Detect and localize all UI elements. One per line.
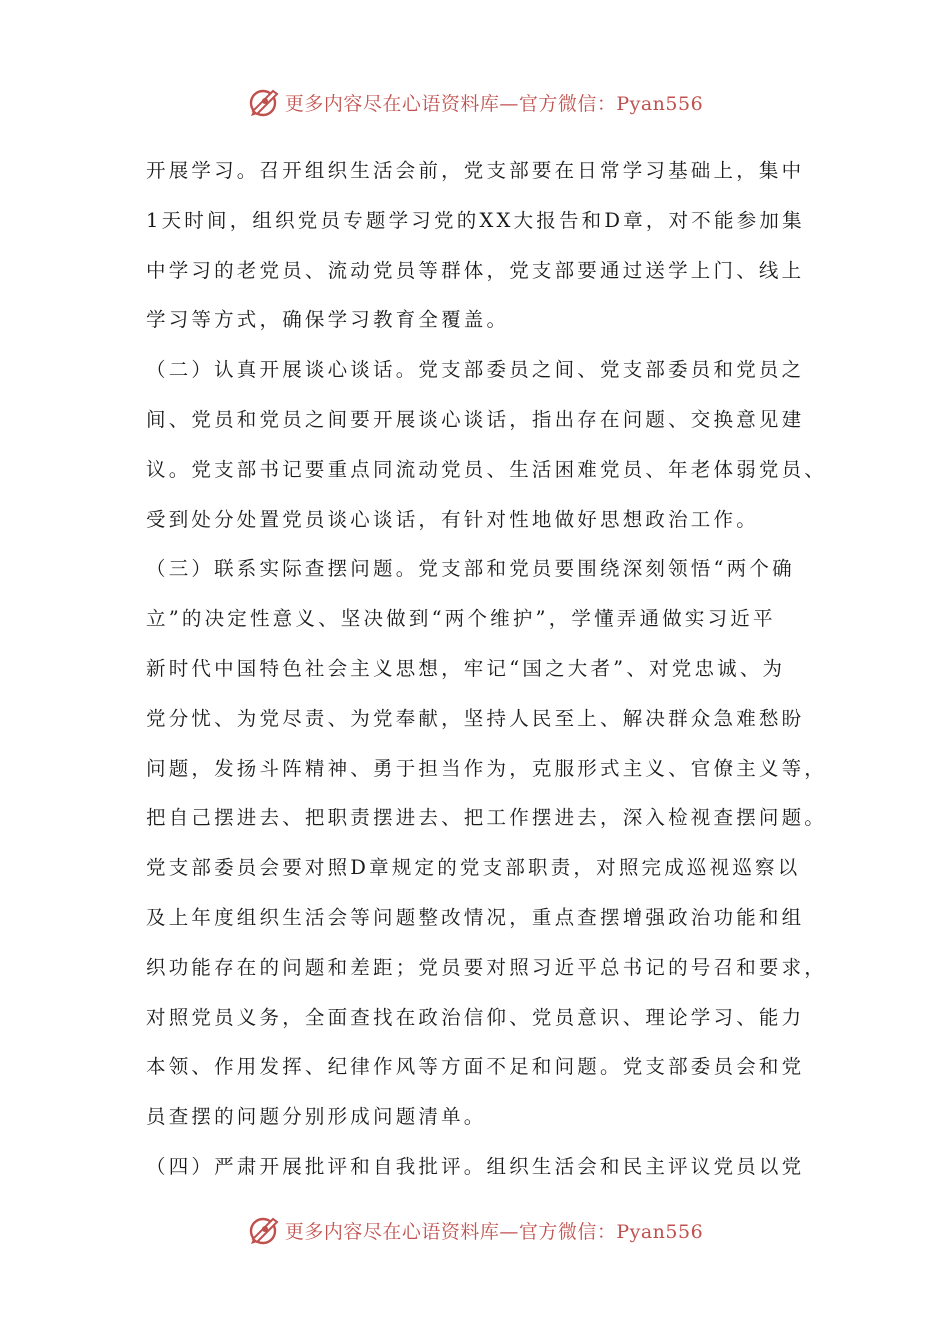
text-line: 本领、作用发挥、纪律作风等方面不足和问题。党支部委员会和党	[146, 1055, 805, 1079]
text-line: 织功能存在的问题和差距；党员要对照习近平总书记的号召和要求，	[146, 955, 828, 979]
text-line: 党分忧、为党尽责、为党奉献，坚持人民至上、解决群众急难愁盼	[146, 706, 805, 730]
text-line: 开展学习。召开组织生活会前，党支部要在日常学习基础上，集中	[146, 159, 805, 182]
text-line: 立”的决定性意义、坚决做到“两个维护”，学懂弄通做实习近平	[146, 607, 776, 631]
text-line: 1天时间，组织党员专题学习党的XX大报告和D章，对不能参加集	[146, 208, 805, 232]
document-body	[146, 146, 826, 1192]
text-line: 间、党员和党员之间要开展谈心谈话，指出存在问题、交换意见建	[146, 407, 805, 431]
text-line: 问题，发扬斗阵精神、勇于担当作为，克服形式主义、官僚主义等，	[146, 756, 828, 780]
footer-watermark-banner	[0, 1210, 950, 1250]
text-line: 新时代中国特色社会主义思想，牢记“国之大者”、对党忠诚、为	[146, 656, 786, 680]
header-watermark-text: 更多内容尽在心语资料库—官方微信：Pyan556	[284, 92, 704, 115]
text-line: （三）联系实际查摆问题。党支部和党员要围绕深刻领悟“两个确	[146, 557, 795, 581]
text-line: 及上年度组织生活会等问题整改情况，重点查摆增强政治功能和组	[146, 905, 805, 929]
footer-watermark-text: 更多内容尽在心语资料库—官方微信：Pyan556	[284, 1220, 704, 1243]
text-line: （四）严肃开展批评和自我批评。组织生活会和民主评议党员以党	[146, 1154, 805, 1178]
text-line: 议。党支部书记要重点同流动党员、生活困难党员、年老体弱党员、	[146, 457, 828, 481]
text-line: 员查摆的问题分别形成问题清单。	[146, 1105, 487, 1129]
text-line: 学习等方式，确保学习教育全覆盖。	[146, 308, 510, 332]
header-watermark-banner	[0, 82, 950, 122]
text-line: 中学习的老党员、流动党员等群体，党支部要通过送学上门、线上	[146, 258, 805, 282]
pen-logo-icon	[247, 1213, 281, 1247]
text-line: 对照党员义务，全面查找在政治信仰、党员意识、理论学习、能力	[146, 1005, 805, 1029]
text-line: 把自己摆进去、把职责摆进去、把工作摆进去，深入检视查摆问题。	[146, 806, 828, 830]
text-line: （二）认真开展谈心谈话。党支部委员之间、党支部委员和党员之	[146, 358, 805, 382]
text-line: 受到处分处置党员谈心谈话，有针对性地做好思想政治工作。	[146, 507, 759, 531]
pen-logo-icon	[247, 85, 281, 119]
text-line: 党支部委员会要对照D章规定的党支部职责，对照完成巡视巡察以	[146, 856, 801, 880]
